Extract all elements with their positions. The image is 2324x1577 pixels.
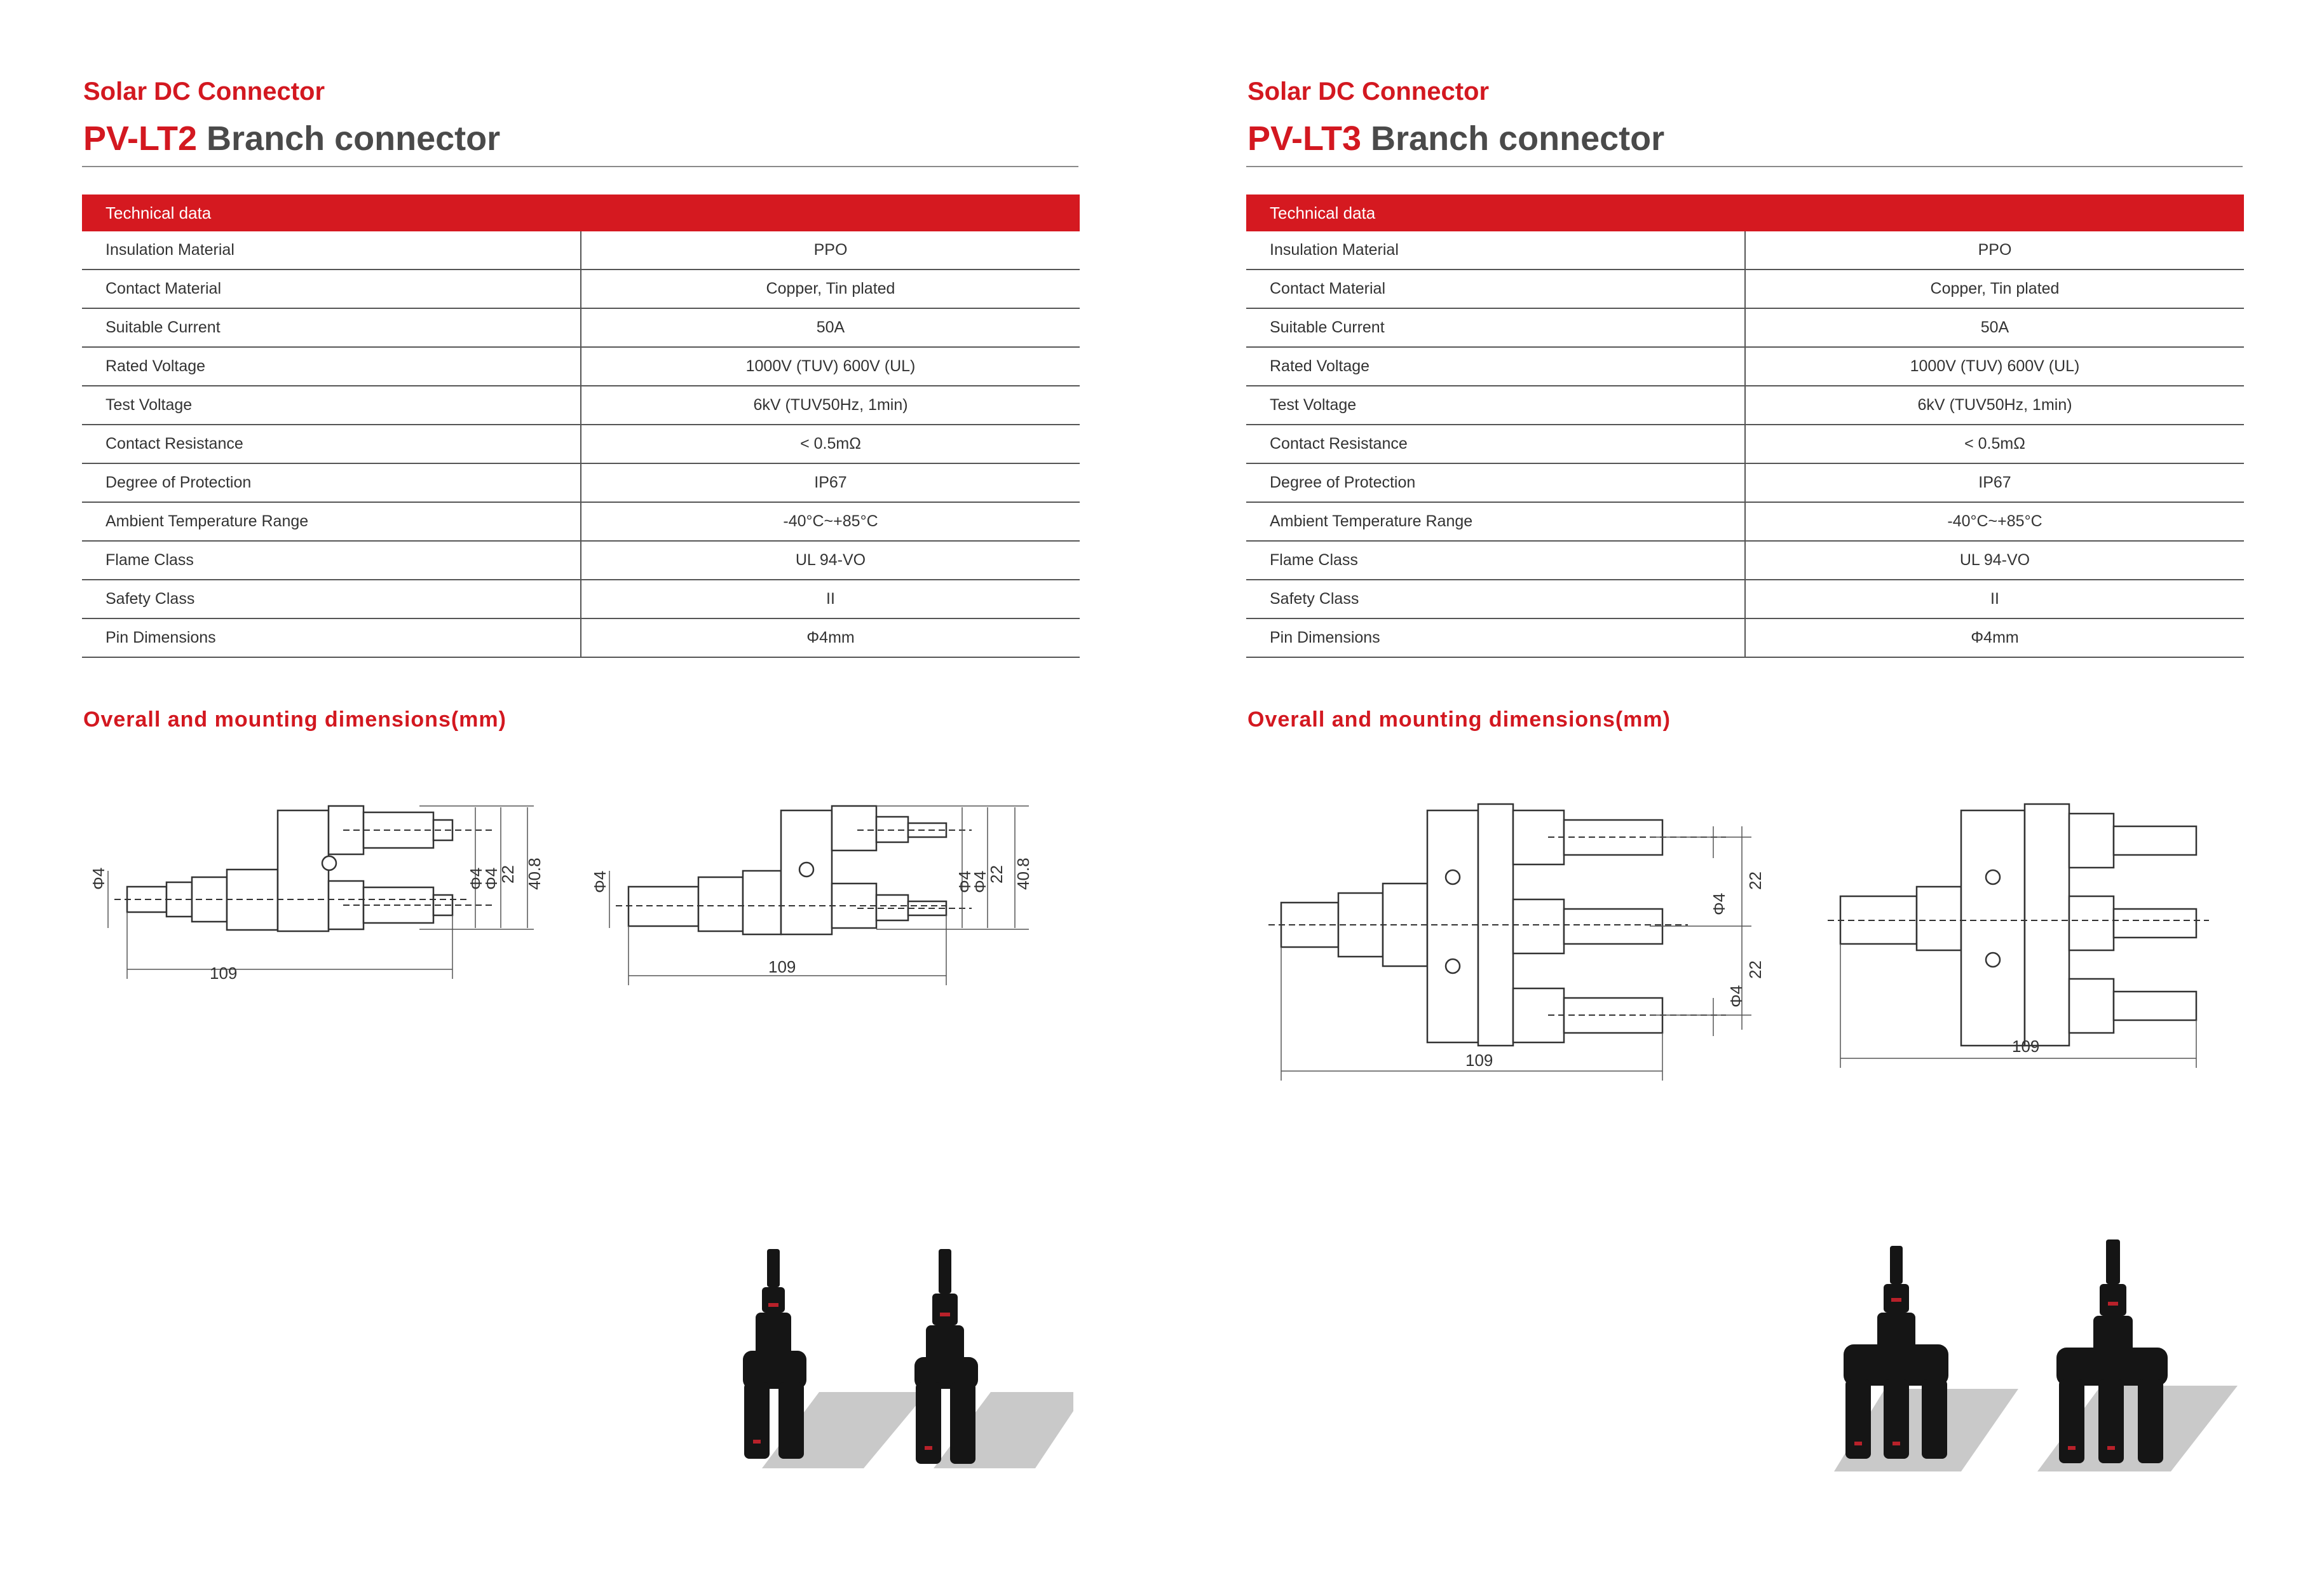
table-row: [1246, 541, 2244, 580]
lt3-dimension-drawing-b: [1828, 788, 2234, 1081]
spec-key: Ambient Temperature Range: [1246, 502, 1745, 541]
spec-key: Contact Resistance: [1246, 425, 1745, 463]
dim-22-label: 22: [1746, 960, 1765, 979]
technical-data-table: [1246, 195, 2244, 658]
table-row: [82, 231, 1080, 270]
table-row: [82, 580, 1080, 618]
dim-109-label: 109: [1465, 1051, 1493, 1070]
spec-key: Flame Class: [82, 541, 581, 580]
table-row: [1246, 580, 2244, 618]
table-row: [82, 347, 1080, 386]
lt2-dimension-drawing-b: [590, 788, 1048, 998]
spec-key: Rated Voltage: [1246, 347, 1745, 386]
series-label: Solar DC Connector: [1247, 78, 1490, 106]
spec-value: Φ4mm: [1745, 618, 2244, 657]
model-code: PV-LT2: [83, 119, 198, 158]
spec-value: -40°C~+85°C: [1745, 502, 2244, 541]
dim-109-label: 109: [768, 957, 796, 976]
spec-value: < 0.5mΩ: [581, 425, 1080, 463]
spec-key: Contact Resistance: [82, 425, 581, 463]
spec-key: Pin Dimensions: [1246, 618, 1745, 657]
spec-value: UL 94-VO: [1745, 541, 2244, 580]
spec-value: IP67: [581, 463, 1080, 502]
spec-key: Suitable Current: [82, 308, 581, 347]
spec-value: -40°C~+85°C: [581, 502, 1080, 541]
spec-key: Degree of Protection: [82, 463, 581, 502]
spec-value: Copper, Tin plated: [1745, 270, 2244, 308]
dim-22-label: 22: [498, 865, 517, 884]
table-row: [82, 541, 1080, 580]
table-row: [1246, 308, 2244, 347]
spec-value: 6kV (TUV50Hz, 1min): [581, 386, 1080, 425]
spec-key: Insulation Material: [82, 231, 581, 270]
spec-value: Copper, Tin plated: [581, 270, 1080, 308]
dim-phi-label: Φ4: [970, 870, 989, 893]
dim-22-label: 22: [987, 865, 1006, 884]
spec-value: Φ4mm: [581, 618, 1080, 657]
dim-phi-label: Φ4: [1727, 985, 1746, 1007]
table-row: [1246, 463, 2244, 502]
table-row: [1246, 231, 2244, 270]
spec-key: Contact Material: [1246, 270, 1745, 308]
table-row: [82, 502, 1080, 541]
spec-key: Insulation Material: [1246, 231, 1745, 270]
spec-key: Rated Voltage: [82, 347, 581, 386]
spec-key: Test Voltage: [82, 386, 581, 425]
product-title: [1247, 119, 1664, 158]
lt2-product-photo: [717, 1230, 1073, 1478]
table-row: [1246, 270, 2244, 308]
dimensions-heading: Overall and mounting dimensions(mm): [1247, 707, 1671, 732]
dim-phi-label: Φ4: [1709, 892, 1729, 915]
table-header: Technical data: [1246, 195, 2244, 231]
spec-key: Ambient Temperature Range: [82, 502, 581, 541]
dim-109-label: 109: [2012, 1037, 2040, 1056]
dim-phi-label: Φ4: [590, 870, 609, 893]
table-row: [1246, 618, 2244, 657]
lt2-dimension-drawing-a: [89, 788, 616, 998]
table-row: [82, 425, 1080, 463]
spec-key: Degree of Protection: [1246, 463, 1745, 502]
series-label: Solar DC Connector: [83, 78, 325, 106]
title-suffix: Branch connector: [197, 119, 501, 158]
left-product-panel: [82, 0, 1099, 1577]
table-row: [82, 308, 1080, 347]
table-row: [1246, 386, 2244, 425]
spec-value: II: [581, 580, 1080, 618]
table-row: [1246, 347, 2244, 386]
spec-key: Contact Material: [82, 270, 581, 308]
dimensions-heading: Overall and mounting dimensions(mm): [83, 707, 506, 732]
right-product-panel: [1246, 0, 2263, 1577]
spec-key: Pin Dimensions: [82, 618, 581, 657]
dim-40-8-label: 40.8: [525, 857, 544, 890]
spec-value: 50A: [1745, 308, 2244, 347]
table-row: [82, 618, 1080, 657]
spec-key: Flame Class: [1246, 541, 1745, 580]
table-header: Technical data: [82, 195, 1080, 231]
spec-value: 6kV (TUV50Hz, 1min): [1745, 386, 2244, 425]
spec-value: PPO: [581, 231, 1080, 270]
table-row: [82, 463, 1080, 502]
table-row: [1246, 425, 2244, 463]
title-suffix: Branch connector: [1361, 119, 1665, 158]
dim-22-label: 22: [1746, 871, 1765, 890]
technical-data-table: [82, 195, 1080, 658]
spec-key: Test Voltage: [1246, 386, 1745, 425]
spec-value: < 0.5mΩ: [1745, 425, 2244, 463]
spec-value: UL 94-VO: [581, 541, 1080, 580]
dim-109-label: 109: [210, 964, 238, 983]
lt3-product-photo: [1815, 1227, 2247, 1481]
spec-key: Safety Class: [1246, 580, 1745, 618]
spec-value: 1000V (TUV) 600V (UL): [581, 347, 1080, 386]
product-title: [83, 119, 500, 158]
table-row: [82, 386, 1080, 425]
dim-phi-label: Φ4: [466, 867, 486, 890]
title-divider: [82, 166, 1078, 167]
spec-value: 1000V (TUV) 600V (UL): [1745, 347, 2244, 386]
dim-phi-label: Φ4: [482, 867, 501, 890]
model-code: PV-LT3: [1247, 119, 1362, 158]
table-row: [1246, 502, 2244, 541]
dim-40-8-label: 40.8: [1014, 857, 1033, 890]
spec-value: 50A: [581, 308, 1080, 347]
table-row: [82, 270, 1080, 308]
spec-value: PPO: [1745, 231, 2244, 270]
spec-key: Safety Class: [82, 580, 581, 618]
spec-value: IP67: [1745, 463, 2244, 502]
lt3-dimension-drawing-a: [1268, 788, 1796, 1093]
title-divider: [1246, 166, 2243, 167]
spec-value: II: [1745, 580, 2244, 618]
dim-phi-label: Φ4: [955, 870, 974, 893]
dim-phi-label: Φ4: [89, 867, 108, 890]
spec-key: Suitable Current: [1246, 308, 1745, 347]
